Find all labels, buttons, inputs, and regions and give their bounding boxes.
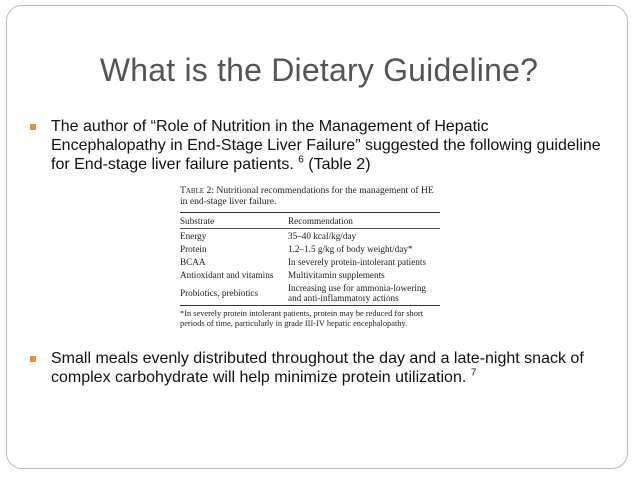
table-caption-text: Nutritional recommendations for the management of HE in end-stage liver failure.: [180, 185, 434, 207]
table-cell: 35–40 kcal/kg/day: [288, 230, 357, 241]
table-cell: Antioxidant and vitamins: [180, 269, 274, 280]
bullet-item-2: [30, 349, 605, 387]
table-row: [180, 229, 440, 243]
square-bullet-icon: [30, 356, 36, 362]
table-figure: [180, 185, 440, 329]
table-cell: Protein: [180, 243, 207, 254]
table-cell: Energy: [180, 230, 207, 241]
table-cell: 1.2–1.5 g/kg of body weight/day*: [288, 243, 413, 254]
table-row: [180, 281, 440, 306]
reference-7: 7: [470, 367, 477, 379]
slide-title: What is the Dietary Guideline?: [99, 52, 539, 88]
table-cell: Probiotics, prebiotics: [180, 281, 288, 306]
table-row: [180, 255, 440, 268]
table-row: [180, 268, 440, 281]
table-footnote: *In severely protein intolerant patients, protein may be reduced for short periods of time, particularly in grade III-IV hepatic encephalopathy.: [180, 309, 424, 328]
bullet-2-body: Small meals evenly distributed throughout the day and a late-night snack of complex carbohydrate will help minimize protein utilization.: [51, 350, 584, 386]
column-header-recommendation: Recommendation: [288, 213, 440, 229]
table-cell: Increasing use for ammonia-lowering and anti-inflammatory actions: [288, 281, 440, 306]
nutrition-table: [180, 213, 440, 306]
table-reference: (Table 2): [308, 156, 371, 173]
table-label: Table 2:: [180, 185, 214, 196]
bullet-1-body: The author of “Role of Nutrition in the Management of Hepatic Encephalopathy in End-Stage Liver Failure” suggested the following guideline for End-stage liver failure patients.: [51, 118, 601, 173]
column-header-substrate: Substrate: [180, 213, 288, 229]
table-cell: BCAA: [180, 256, 206, 267]
bullet-text-2: [51, 349, 605, 387]
table-header-row: [180, 213, 440, 229]
bullet-item-1: [30, 117, 605, 174]
square-bullet-icon: [30, 124, 36, 130]
table-cell: Multivitamin supplements: [288, 269, 385, 280]
bullet-text-1: [51, 117, 605, 174]
reference-6: 6: [298, 154, 304, 166]
table-caption: [180, 185, 440, 207]
table-cell: In severely protein-intolerant patients: [288, 256, 427, 267]
table-row: [180, 242, 440, 255]
